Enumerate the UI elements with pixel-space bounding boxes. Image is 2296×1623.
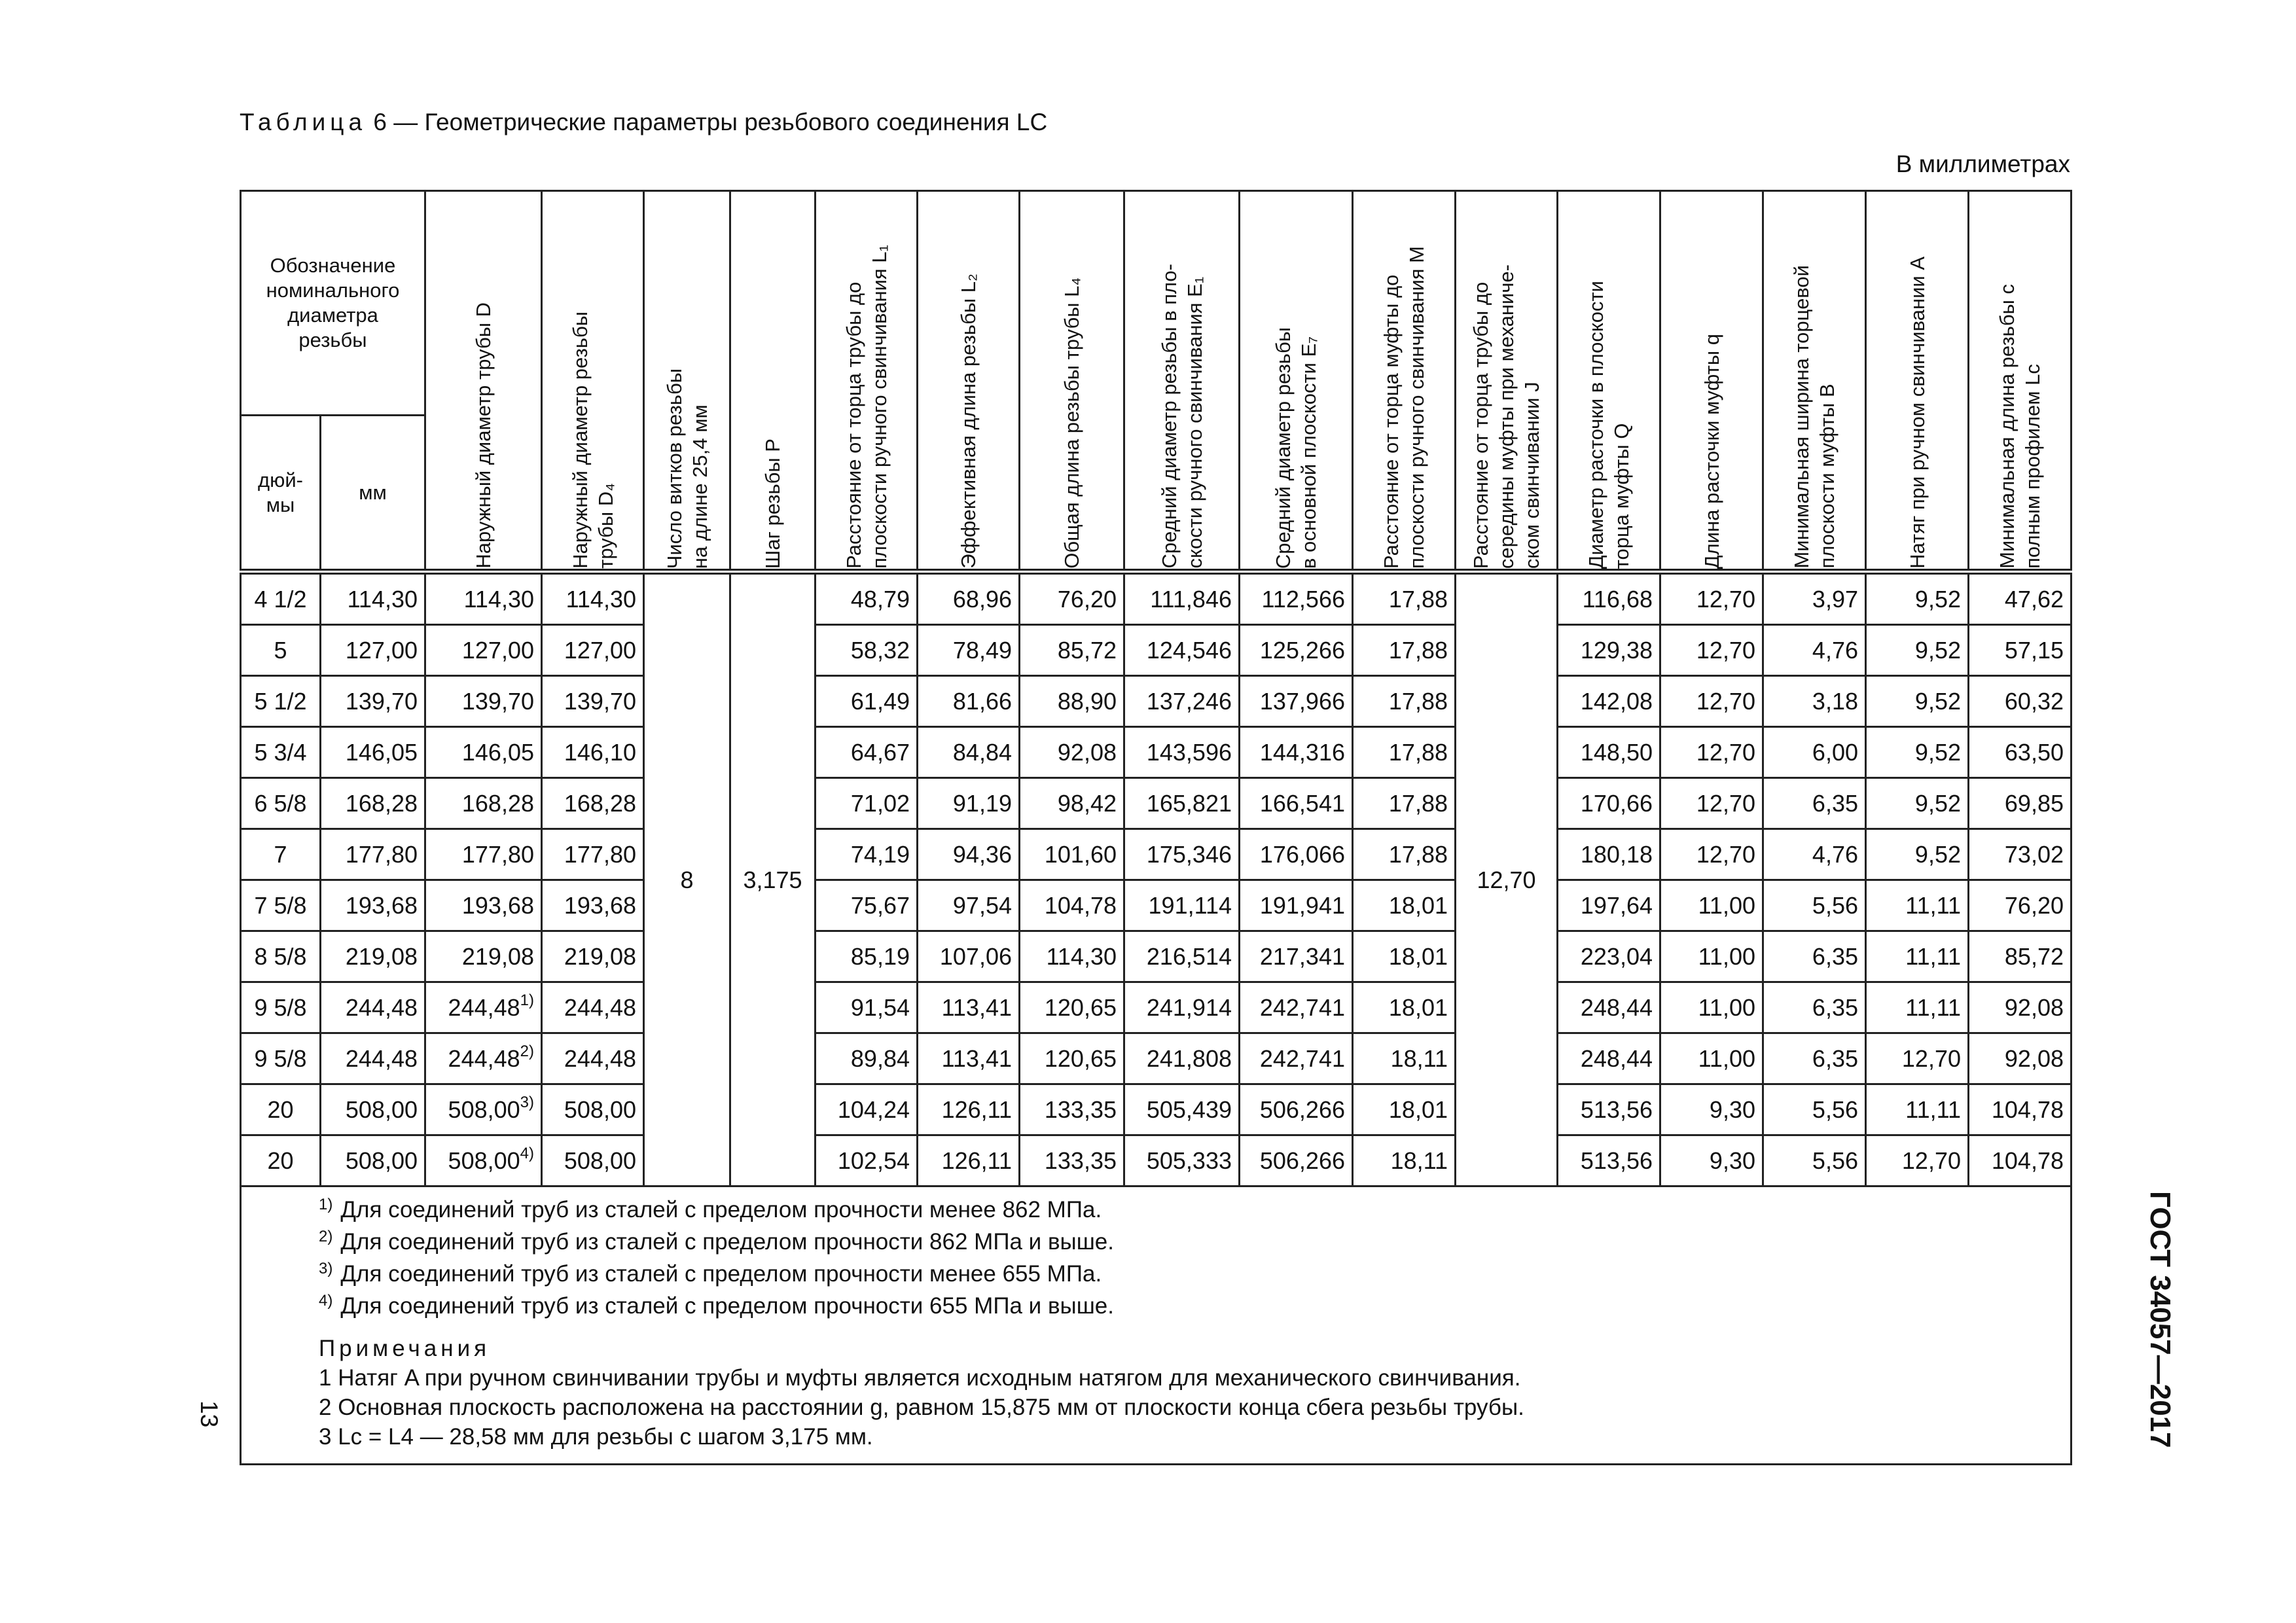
cell-D4: 508,00 <box>542 1135 644 1186</box>
parameters-table-container <box>240 190 2070 1465</box>
cell-M: 17,88 <box>1353 625 1456 676</box>
cell-Q: 197,64 <box>1558 880 1660 931</box>
cell-inch: 7 <box>241 829 321 880</box>
header-sub-inches: дюй- мы <box>241 416 321 572</box>
cell-L4: 92,08 <box>1020 727 1124 778</box>
cell-D4: 193,68 <box>542 880 644 931</box>
table-row <box>241 982 2072 1033</box>
header-col-L1-label: Расстояние от торца трубы до плоскости ручного свинчивания L₁ <box>842 245 891 569</box>
header-col-pitch <box>730 191 816 572</box>
table-row <box>241 1135 2072 1186</box>
cell-E7: 137,966 <box>1240 676 1353 727</box>
cell-L4: 76,20 <box>1020 572 1124 625</box>
cell-L1: 48,79 <box>816 572 918 625</box>
cell-D4: 114,30 <box>542 572 644 625</box>
cell-B: 5,56 <box>1763 880 1866 931</box>
notes-title: Примечания <box>319 1336 491 1361</box>
cell-L4: 133,35 <box>1020 1135 1124 1186</box>
header-col-E7-label: Средний диаметр резьбы в основной плоскости E₇ <box>1272 327 1320 569</box>
cell-D-value: 508,00 <box>448 1147 520 1174</box>
cell-D4: 244,48 <box>542 1033 644 1084</box>
cell-Q: 223,04 <box>1558 931 1660 982</box>
cell-D-value: 193,68 <box>461 891 534 919</box>
cell-L1: 58,32 <box>816 625 918 676</box>
cell-q: 12,70 <box>1660 625 1763 676</box>
cell-inch: 5 <box>241 625 321 676</box>
merged-cell-j: 12,70 <box>1456 572 1558 1186</box>
header-col-Lc <box>1969 191 2072 572</box>
cell-B: 4,76 <box>1763 829 1866 880</box>
cell-Lc: 60,32 <box>1969 676 2072 727</box>
footnote-mark: 2) <box>319 1228 333 1245</box>
cell-L1: 85,19 <box>816 931 918 982</box>
cell-E7: 144,316 <box>1240 727 1353 778</box>
cell-D <box>425 1084 542 1135</box>
header-col-M <box>1353 191 1456 572</box>
cell-mm: 508,00 <box>321 1084 425 1135</box>
note-item: 2 Основная плоскость расположена на расстоянии g, равном 15,875 мм от плоскости конца сбега резьбы трубы. <box>319 1395 1524 1420</box>
header-col-E7 <box>1240 191 1353 572</box>
header-col-q <box>1660 191 1763 572</box>
cell-L1: 61,49 <box>816 676 918 727</box>
table-body <box>241 572 2072 1186</box>
caption-prefix: Таблица <box>240 109 367 135</box>
cell-E7: 217,341 <box>1240 931 1353 982</box>
cell-D <box>425 829 542 880</box>
cell-D <box>425 982 542 1033</box>
cell-B: 6,35 <box>1763 982 1866 1033</box>
footnote-ref: 4) <box>520 1144 534 1162</box>
cell-mm: 508,00 <box>321 1135 425 1186</box>
table-row <box>241 931 2072 982</box>
cell-M: 17,88 <box>1353 778 1456 829</box>
table-row <box>241 625 2072 676</box>
cell-B: 4,76 <box>1763 625 1866 676</box>
cell-D-value: 146,05 <box>461 738 534 766</box>
cell-D-value: 177,80 <box>461 840 534 868</box>
note-item: 1 Натяг A при ручном свинчивании трубы и муфты является исходным натягом для механического свинчивания. <box>319 1365 1521 1391</box>
cell-D4: 146,10 <box>542 727 644 778</box>
cell-D4: 219,08 <box>542 931 644 982</box>
cell-D-value: 168,28 <box>461 789 534 817</box>
cell-E1: 216,514 <box>1124 931 1240 982</box>
cell-B: 5,56 <box>1763 1135 1866 1186</box>
table-row <box>241 676 2072 727</box>
cell-L2: 78,49 <box>918 625 1020 676</box>
header-col-J <box>1456 191 1558 572</box>
cell-q: 9,30 <box>1660 1135 1763 1186</box>
cell-q: 12,70 <box>1660 727 1763 778</box>
cell-L2: 84,84 <box>918 727 1020 778</box>
cell-q: 9,30 <box>1660 1084 1763 1135</box>
cell-A: 11,11 <box>1866 982 1969 1033</box>
footnote-text: Для соединений труб из сталей с пределом прочности 862 МПа и выше. <box>340 1229 1114 1255</box>
cell-E7: 166,541 <box>1240 778 1353 829</box>
cell-mm: 244,48 <box>321 982 425 1033</box>
cell-L1: 104,24 <box>816 1084 918 1135</box>
cell-B: 5,56 <box>1763 1084 1866 1135</box>
cell-D-value: 244,48 <box>448 1044 520 1072</box>
footnote-text: Для соединений труб из сталей с пределом прочности 655 МПа и выше. <box>340 1293 1114 1319</box>
cell-E7: 506,266 <box>1240 1084 1353 1135</box>
cell-E7: 242,741 <box>1240 1033 1353 1084</box>
cell-Lc: 92,08 <box>1969 1033 2072 1084</box>
header-col-D4 <box>542 191 644 572</box>
header-col-L2-label: Эффективная длина резьбы L₂ <box>957 274 980 569</box>
cell-inch: 5 1/2 <box>241 676 321 727</box>
cell-E1: 175,346 <box>1124 829 1240 880</box>
cell-L4: 120,65 <box>1020 1033 1124 1084</box>
cell-Q: 248,44 <box>1558 1033 1660 1084</box>
cell-L4: 120,65 <box>1020 982 1124 1033</box>
cell-E7: 191,941 <box>1240 880 1353 931</box>
cell-L1: 75,67 <box>816 880 918 931</box>
cell-A: 9,52 <box>1866 625 1969 676</box>
table-row <box>241 829 2072 880</box>
cell-mm: 114,30 <box>321 572 425 625</box>
cell-E7: 176,066 <box>1240 829 1353 880</box>
cell-B: 6,00 <box>1763 727 1866 778</box>
table-row <box>241 778 2072 829</box>
cell-inch: 8 5/8 <box>241 931 321 982</box>
cell-E1: 241,808 <box>1124 1033 1240 1084</box>
note-item: 3 Lc = L4 — 28,58 мм для резьбы с шагом 3,175 мм. <box>319 1424 873 1450</box>
cell-mm: 168,28 <box>321 778 425 829</box>
cell-inch: 5 3/4 <box>241 727 321 778</box>
cell-A: 9,52 <box>1866 778 1969 829</box>
cell-D4: 139,70 <box>542 676 644 727</box>
cell-M: 17,88 <box>1353 829 1456 880</box>
cell-L1: 64,67 <box>816 727 918 778</box>
cell-L4: 104,78 <box>1020 880 1124 931</box>
cell-M: 18,01 <box>1353 931 1456 982</box>
cell-A: 9,52 <box>1866 829 1969 880</box>
header-row-1 <box>241 191 2072 416</box>
header-col-L4-label: Общая длина резьбы трубы L₄ <box>1060 277 1083 569</box>
cell-Q: 513,56 <box>1558 1135 1660 1186</box>
cell-E1: 143,596 <box>1124 727 1240 778</box>
merged-cell-pitch: 3,175 <box>730 572 816 1186</box>
footnote <box>319 1259 2070 1291</box>
cell-M: 18,01 <box>1353 982 1456 1033</box>
cell-L2: 68,96 <box>918 572 1020 625</box>
cell-L1: 102,54 <box>816 1135 918 1186</box>
cell-Q: 142,08 <box>1558 676 1660 727</box>
cell-D-value: 219,08 <box>461 942 534 970</box>
table-row <box>241 727 2072 778</box>
cell-E1: 165,821 <box>1124 778 1240 829</box>
cell-q: 12,70 <box>1660 676 1763 727</box>
cell-B: 6,35 <box>1763 1033 1866 1084</box>
header-group-label: Обозначение номинального диаметра резьбы <box>266 254 400 351</box>
header-col-D <box>425 191 542 572</box>
cell-inch: 9 5/8 <box>241 982 321 1033</box>
footnote <box>319 1291 2070 1323</box>
footnote-mark: 1) <box>319 1196 333 1213</box>
cell-Lc: 69,85 <box>1969 778 2072 829</box>
cell-Lc: 104,78 <box>1969 1135 2072 1186</box>
cell-q: 12,70 <box>1660 572 1763 625</box>
cell-Lc: 57,15 <box>1969 625 2072 676</box>
cell-L1: 74,19 <box>816 829 918 880</box>
cell-L1: 89,84 <box>816 1033 918 1084</box>
table-row <box>241 572 2072 625</box>
cell-D <box>425 1033 542 1084</box>
cell-L4: 133,35 <box>1020 1084 1124 1135</box>
notes-cell <box>241 1186 2072 1465</box>
header-col-pitch-label: Шаг резьбы P <box>761 438 784 569</box>
cell-A: 9,52 <box>1866 572 1969 625</box>
table-caption <box>240 109 1047 136</box>
cell-Lc: 47,62 <box>1969 572 2072 625</box>
cell-D-value: 508,00 <box>448 1096 520 1123</box>
cell-A: 11,11 <box>1866 931 1969 982</box>
cell-E1: 241,914 <box>1124 982 1240 1033</box>
header-col-E1 <box>1124 191 1240 572</box>
cell-B: 6,35 <box>1763 778 1866 829</box>
header-col-A <box>1866 191 1969 572</box>
cell-Lc: 85,72 <box>1969 931 2072 982</box>
cell-mm: 177,80 <box>321 829 425 880</box>
cell-mm: 244,48 <box>321 1033 425 1084</box>
cell-D4: 127,00 <box>542 625 644 676</box>
cell-E1: 124,546 <box>1124 625 1240 676</box>
cell-L2: 97,54 <box>918 880 1020 931</box>
cell-L4: 101,60 <box>1020 829 1124 880</box>
footnote <box>319 1227 2070 1259</box>
parameters-table <box>240 190 2072 1465</box>
cell-D <box>425 572 542 625</box>
cell-D-value: 139,70 <box>461 687 534 715</box>
header-col-q-label: Длина расточки муфты q <box>1700 333 1723 569</box>
header-col-L1 <box>816 191 918 572</box>
cell-inch: 20 <box>241 1084 321 1135</box>
footnotes-list <box>319 1195 2070 1323</box>
cell-inch: 9 5/8 <box>241 1033 321 1084</box>
cell-D <box>425 676 542 727</box>
cell-inch: 20 <box>241 1135 321 1186</box>
cell-E7: 506,266 <box>1240 1135 1353 1186</box>
cell-q: 11,00 <box>1660 931 1763 982</box>
notes-list <box>319 1363 2070 1452</box>
header-col-Lc-label: Минимальная длина резьбы с полным профилем Lc <box>1996 284 2044 569</box>
cell-L4: 85,72 <box>1020 625 1124 676</box>
header-col-J-label: Расстояние от торца трубы до середины муфты при механиче- ском свинчивании J <box>1469 264 1543 569</box>
cell-D-value: 127,00 <box>461 636 534 664</box>
caption-title: — Геометрические параметры резьбового соединения LC <box>393 109 1048 135</box>
cell-B: 6,35 <box>1763 931 1866 982</box>
cell-E1: 191,114 <box>1124 880 1240 931</box>
cell-E1: 505,439 <box>1124 1084 1240 1135</box>
cell-q: 12,70 <box>1660 778 1763 829</box>
cell-D <box>425 880 542 931</box>
cell-D4: 168,28 <box>542 778 644 829</box>
cell-inch: 6 5/8 <box>241 778 321 829</box>
header-col-L4 <box>1020 191 1124 572</box>
cell-M: 18,11 <box>1353 1135 1456 1186</box>
cell-D-value: 244,48 <box>448 993 520 1021</box>
header-col-L2 <box>918 191 1020 572</box>
cell-L2: 91,19 <box>918 778 1020 829</box>
footnote-mark: 3) <box>319 1260 333 1277</box>
caption-number: 6 <box>373 109 387 135</box>
cell-D <box>425 727 542 778</box>
cell-B: 3,97 <box>1763 572 1866 625</box>
cell-q: 12,70 <box>1660 829 1763 880</box>
footnote-mark: 4) <box>319 1292 333 1310</box>
cell-L4: 114,30 <box>1020 931 1124 982</box>
footnote-ref: 3) <box>520 1093 534 1111</box>
footnote-text: Для соединений труб из сталей с пределом прочности менее 655 МПа. <box>340 1261 1102 1287</box>
cell-E7: 112,566 <box>1240 572 1353 625</box>
cell-L2: 107,06 <box>918 931 1020 982</box>
header-group-diameter <box>241 191 425 416</box>
cell-Q: 180,18 <box>1558 829 1660 880</box>
cell-M: 17,88 <box>1353 676 1456 727</box>
table-row <box>241 880 2072 931</box>
cell-E1: 137,246 <box>1124 676 1240 727</box>
cell-D4: 177,80 <box>542 829 644 880</box>
cell-D <box>425 778 542 829</box>
cell-A: 12,70 <box>1866 1135 1969 1186</box>
cell-mm: 219,08 <box>321 931 425 982</box>
table-row <box>241 1033 2072 1084</box>
cell-mm: 193,68 <box>321 880 425 931</box>
cell-Q: 248,44 <box>1558 982 1660 1033</box>
cell-E7: 242,741 <box>1240 982 1353 1033</box>
footnote-ref: 1) <box>520 991 534 1009</box>
cell-L2: 126,11 <box>918 1135 1020 1186</box>
standard-designation: ГОСТ 34057—2017 <box>2144 1191 2176 1448</box>
cell-D-value: 114,30 <box>463 585 534 613</box>
cell-Q: 170,66 <box>1558 778 1660 829</box>
cell-A: 11,11 <box>1866 1084 1969 1135</box>
cell-D <box>425 931 542 982</box>
cell-L4: 88,90 <box>1020 676 1124 727</box>
cell-L1: 71,02 <box>816 778 918 829</box>
cell-M: 18,11 <box>1353 1033 1456 1084</box>
cell-E1: 505,333 <box>1124 1135 1240 1186</box>
cell-Lc: 63,50 <box>1969 727 2072 778</box>
cell-M: 17,88 <box>1353 572 1456 625</box>
cell-Lc: 104,78 <box>1969 1084 2072 1135</box>
cell-mm: 146,05 <box>321 727 425 778</box>
footnote-ref: 2) <box>520 1042 534 1060</box>
cell-q: 11,00 <box>1660 982 1763 1033</box>
cell-D <box>425 625 542 676</box>
cell-L2: 113,41 <box>918 982 1020 1033</box>
cell-inch: 4 1/2 <box>241 572 321 625</box>
footnote-text: Для соединений труб из сталей с пределом прочности менее 862 МПа. <box>340 1197 1102 1222</box>
cell-inch: 7 5/8 <box>241 880 321 931</box>
header-col-Q-label: Диаметр расточки в плоскости торца муфты Q <box>1585 280 1633 569</box>
cell-Lc: 73,02 <box>1969 829 2072 880</box>
merged-cell-turns: 8 <box>644 572 730 1186</box>
header-col-D-label: Наружный диаметр трубы D <box>472 302 495 569</box>
cell-L2: 113,41 <box>918 1033 1020 1084</box>
cell-A: 9,52 <box>1866 676 1969 727</box>
cell-q: 11,00 <box>1660 880 1763 931</box>
header-col-B-label: Минимальная ширина торцевой плоскости муфты B <box>1790 265 1839 569</box>
header-col-Q <box>1558 191 1660 572</box>
cell-M: 18,01 <box>1353 880 1456 931</box>
cell-D4: 244,48 <box>542 982 644 1033</box>
cell-mm: 139,70 <box>321 676 425 727</box>
cell-A: 9,52 <box>1866 727 1969 778</box>
cell-M: 18,01 <box>1353 1084 1456 1135</box>
cell-E7: 125,266 <box>1240 625 1353 676</box>
units-label: В миллиметрах <box>1895 151 2070 177</box>
page-number: 13 <box>196 1400 223 1428</box>
cell-Lc: 92,08 <box>1969 982 2072 1033</box>
header-col-B <box>1763 191 1866 572</box>
cell-L4: 98,42 <box>1020 778 1124 829</box>
header-col-turns <box>644 191 730 572</box>
cell-L2: 126,11 <box>918 1084 1020 1135</box>
cell-mm: 127,00 <box>321 625 425 676</box>
cell-Lc: 76,20 <box>1969 880 2072 931</box>
table-row <box>241 1084 2072 1135</box>
cell-D <box>425 1135 542 1186</box>
cell-Q: 129,38 <box>1558 625 1660 676</box>
cell-L2: 94,36 <box>918 829 1020 880</box>
cell-B: 3,18 <box>1763 676 1866 727</box>
cell-M: 17,88 <box>1353 727 1456 778</box>
notes-row <box>241 1186 2072 1465</box>
header-col-A-label: Натяг при ручном свинчивании A <box>1905 257 1929 569</box>
cell-Q: 513,56 <box>1558 1084 1660 1135</box>
cell-D4: 508,00 <box>542 1084 644 1135</box>
header-sub-mm: мм <box>321 416 425 572</box>
header-col-D4-label: Наружный диаметр резьбы трубы D₄ <box>568 312 617 569</box>
footnote <box>319 1195 2070 1227</box>
cell-A: 12,70 <box>1866 1033 1969 1084</box>
cell-Q: 116,68 <box>1558 572 1660 625</box>
cell-A: 11,11 <box>1866 880 1969 931</box>
header-col-E1-label: Средний диаметр резьбы в пло- скости ручного свинчивания E₁ <box>1157 264 1206 569</box>
header-col-M-label: Расстояние от торца муфты до плоскости ручного свинчивания M <box>1380 245 1428 569</box>
cell-Q: 148,50 <box>1558 727 1660 778</box>
cell-L2: 81,66 <box>918 676 1020 727</box>
cell-L1: 91,54 <box>816 982 918 1033</box>
cell-E1: 111,846 <box>1124 572 1240 625</box>
header-col-turns-label: Число витков резьбы на длине 25,4 мм <box>662 368 711 569</box>
cell-q: 11,00 <box>1660 1033 1763 1084</box>
